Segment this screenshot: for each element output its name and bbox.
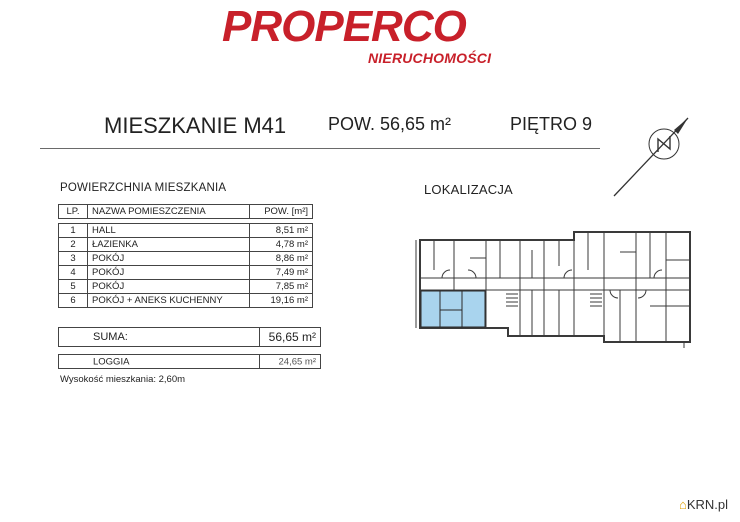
rooms-section-title: POWIERZCHNIA MIESZKANIA [60, 182, 227, 194]
total-label: SUMA: [93, 331, 128, 343]
north-arrow-icon [612, 112, 694, 198]
room-area: 8,86 m² [250, 252, 313, 266]
highlighted-apartment [421, 291, 485, 327]
table-row [59, 266, 313, 280]
table-header-row [59, 205, 313, 219]
loggia-label: LOGGIA [93, 356, 130, 367]
brand-tagline: NIERUCHOMOŚCI [368, 50, 492, 66]
room-area: 7,49 m² [250, 266, 313, 280]
height-note: Wysokość mieszkania: 2,60m [60, 374, 186, 385]
brand-logo: PROPERCO [222, 2, 466, 51]
room-area: 19,16 m² [250, 294, 313, 308]
room-lp: 1 [59, 224, 88, 238]
room-lp: 3 [59, 252, 88, 266]
room-area: 7,85 m² [250, 280, 313, 294]
room-name: POKÓJ [88, 266, 250, 280]
apartment-area: POW. 56,65 m² [328, 114, 452, 134]
room-name: POKÓJ [88, 280, 250, 294]
room-name: ŁAZIENKA [88, 238, 250, 252]
column-header-name: NAZWA POMIESZCZENIA [88, 205, 250, 219]
table-row [59, 280, 313, 294]
table-row [59, 238, 313, 252]
room-name: POKÓJ [88, 252, 250, 266]
room-area: 8,51 m² [250, 224, 313, 238]
apartment-title: MIESZKANIE M41 [104, 113, 287, 138]
room-lp: 6 [59, 294, 88, 308]
house-icon: ⌂ [678, 497, 687, 512]
room-lp: 5 [59, 280, 88, 294]
table-row [59, 294, 313, 308]
loggia-value: 24,65 m² [278, 356, 316, 367]
floor-plan-map [414, 230, 692, 350]
room-area: 4,78 m² [250, 238, 313, 252]
table-row [59, 252, 313, 266]
apartment-floor: PIĘTRO 9 [510, 114, 593, 134]
total-value: 56,65 m² [268, 330, 316, 344]
header-divider [40, 148, 600, 149]
room-name: HALL [88, 224, 250, 238]
room-lp: 2 [59, 238, 88, 252]
room-name: POKÓJ + ANEKS KUCHENNY [88, 294, 250, 308]
room-lp: 4 [59, 266, 88, 280]
column-header-area: POW. [m²] [250, 205, 313, 219]
rooms-table [58, 204, 313, 308]
watermark-text: KRN.pl [686, 497, 728, 512]
table-row [59, 224, 313, 238]
total-divider [259, 328, 260, 346]
watermark [679, 497, 728, 512]
loggia-box [58, 354, 321, 369]
location-title: LOKALIZACJA [424, 182, 513, 197]
total-box [58, 327, 321, 347]
loggia-divider [259, 355, 260, 368]
column-header-lp: LP. [59, 205, 88, 219]
